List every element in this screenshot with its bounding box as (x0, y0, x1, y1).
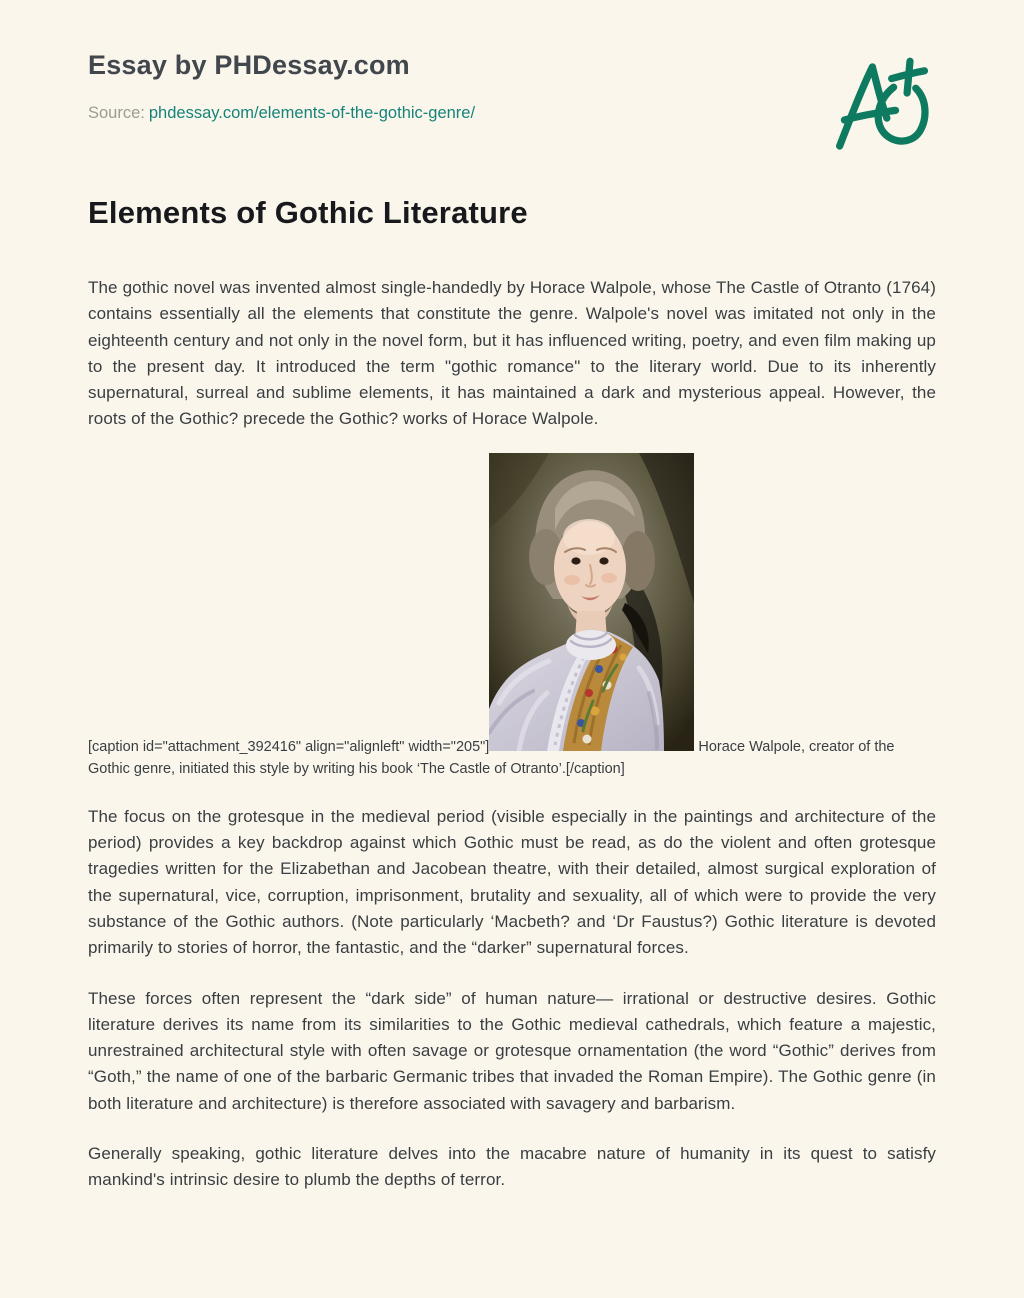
paragraph-dark-side: These forces often represent the “dark side” of human nature— irrational or destructive desires. Gothic literature derives its name from its similarities to the Gothic medieval cathedrals, which feature a majestic, unrestrained architectural style with often savage or grotesque ornamentation (the word “Gothic” derives from “Goth,” the name of one of the barbaric Germanic tribes that invaded the Roman Empire). The Gothic genre (in both literature and architecture) is therefore associated with savagery and barbarism. (88, 988, 936, 1113)
caption-text: Horace Walpole, creator of the Gothic genre, initiated this style by writing his book ‘The Castle of Otranto’.[/caption] (88, 738, 895, 777)
source-line (88, 104, 936, 123)
caption-shortcode-open: [caption id="attachment_392416" align="alignleft" width="205"] (88, 738, 490, 755)
caption-paragraph (88, 453, 936, 780)
essay-title: Elements of Gothic Literature (88, 195, 528, 230)
phdessay-a-plus-logo-icon (830, 56, 936, 158)
source-label: Source: (88, 104, 145, 122)
horace-walpole-portrait-image (489, 453, 694, 751)
source-link[interactable]: phdessay.com/elements-of-the-gothic-genre/ (148, 104, 476, 122)
paragraph-intro: The gothic novel was invented almost single-handedly by Horace Walpole, whose The Castle of Otranto (1764) contains essentially all the elements that constitute the genre. Walpole's novel was imitated not only in the eighteenth century and not only in the novel form, but it has influenced writing, poetry, and even film making up to the present day. It introduced the term "gothic romance" to the literary world. Due to its inherently supernatural, surreal and sublime elements, it has maintained a dark and mysterious appeal. However, the roots of the Gothic? precede the Gothic? works of Horace Walpole. (88, 278, 936, 429)
page-header (88, 50, 936, 123)
site-title: Essay by PHDessay.com (88, 50, 410, 80)
paragraph-grotesque: The focus on the grotesque in the medieval period (visible especially in the paintings and architecture of the period) provides a key backdrop against which Gothic must be read, as do the violent and often grotesque tragedies written for the Elizabethan and Jacobean theatre, with their detailed, almost surgical exploration of the supernatural, vice, corruption, imprisonment, brutality and sexuality, all of which were to provide the very substance of the Gothic authors. (Note particularly ‘Macbeth? and ‘Dr Faustus?) Gothic literature is devoted primarily to stories of horror, the fantastic, and the “darker” supernatural forces. (88, 806, 936, 958)
essay-content (88, 195, 936, 1194)
paragraph-conclusion: Generally speaking, gothic literature delves into the macabre nature of humanity in its quest to satisfy mankind's intrinsic desire to plumb the depths of terror. (88, 1144, 936, 1190)
